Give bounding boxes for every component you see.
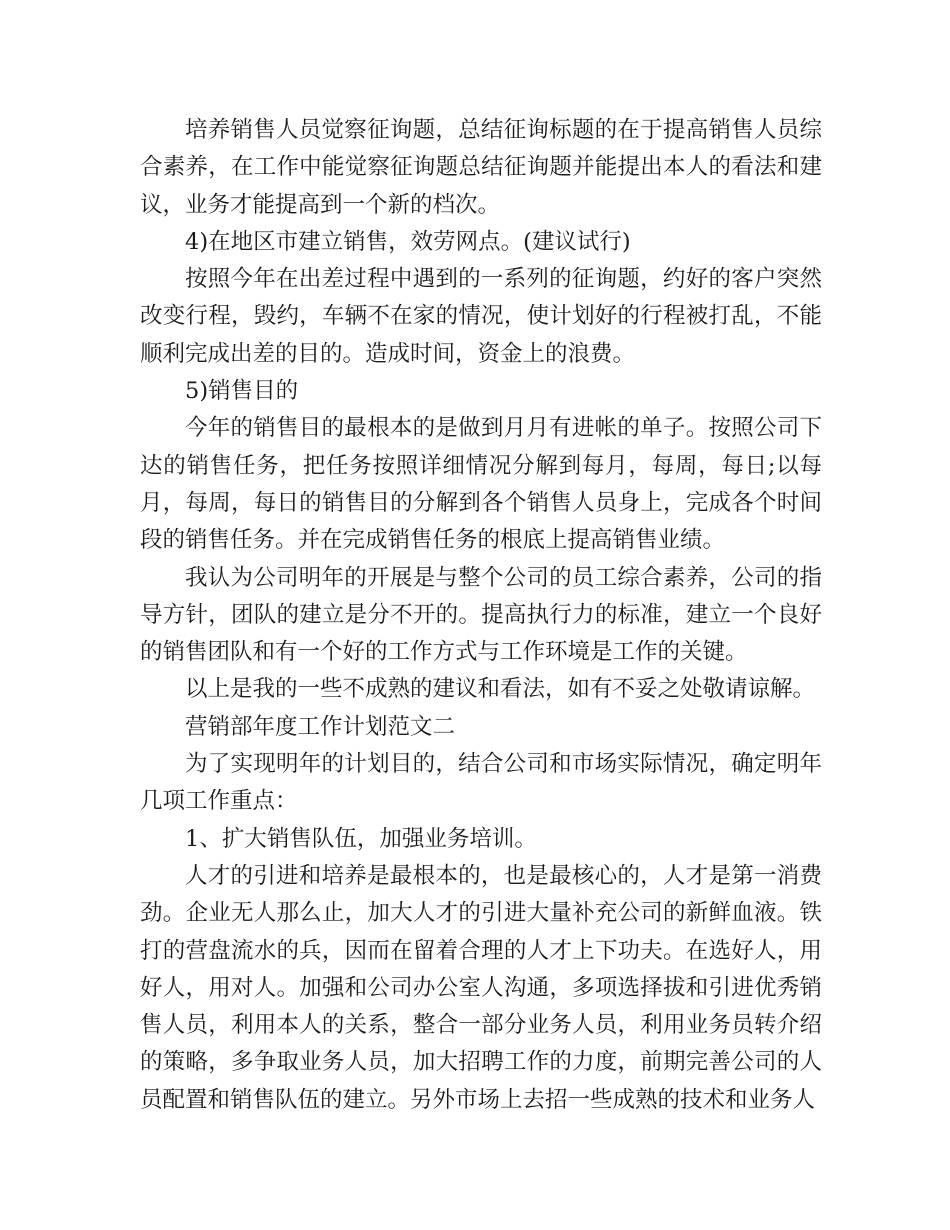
- paragraph: 5)销售目的: [185, 378, 299, 405]
- section-heading: 营销部年度工作计划范文二: [185, 713, 456, 740]
- paragraph: 人才的引进和培养是最根本的，也是最核心的，人才是第一消费劲。企业无人那么止，加大人才的引进大量补充公司的新鲜血液。铁打的营盘流水的兵，因而在留着合理的人才上下功夫。在选好人，用好人，用对人。加强和公司办公室人沟通，多项选择拔和引进优秀销售人员，利用本人的关系，整合一部分业务人员，利用业务员转介绍的策略，多争取业务人员，加大招聘工作的力度，前期完善公司的人员配置和销售队伍的建立。另外市场上去招一些成熟的技术和业务人: [140, 862, 822, 1113]
- paragraph: 培养销售人员觉察征询题，总结征询标题的在于提高销售人员综合素养，在工作中能觉察征询题总结征询题并能提出本人的看法和建议，业务才能提高到一个新的档次。: [140, 117, 822, 218]
- document-body: [140, 112, 822, 1119]
- paragraph: 4)在地区市建立销售，效劳网点。(建议试行): [185, 228, 631, 255]
- paragraph: 我认为公司明年的开展是与整个公司的员工综合素养，公司的指导方针，团队的建立是分不开的。提高执行力的标准，建立一个良好的销售团队和有一个好的工作方式与工作环境是工作的关键。: [140, 564, 822, 666]
- paragraph: 为了实现明年的计划目的，结合公司和市场实际情况，确定明年几项工作重点：: [140, 751, 822, 815]
- paragraph: 以上是我的一些不成熟的建议和看法，如有不妥之处敬请谅解。: [185, 676, 816, 703]
- paragraph: 今年的销售目的最根本的是做到月月有进帐的单子。按照公司下达的销售任务，把任务按照详细情况分解到每月，每周，每日;以每月，每周，每日的销售目的分解到各个销售人员身上，完成各个时间段的销售任务。并在完成销售任务的根底上提高销售业绩。: [140, 415, 822, 554]
- paragraph: 按照今年在出差过程中遇到的一系列的征询题，约好的客户突然改变行程，毁约，车辆不在家的情况，使计划好的行程被打乱，不能顺利完成出差的目的。造成时间，资金上的浪费。: [140, 266, 822, 367]
- paragraph: 1、扩大销售队伍，加强业务培训。: [185, 825, 537, 852]
